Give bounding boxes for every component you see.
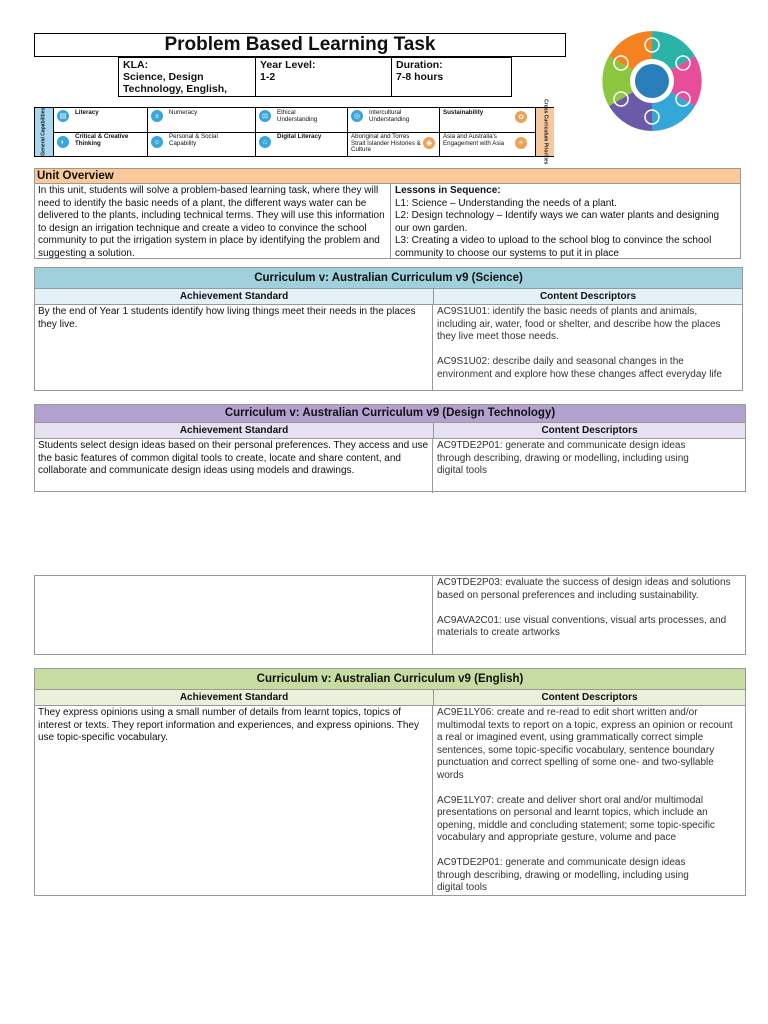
cap-label: Aboriginal and Torres Strait Islander Histories & Culture: [351, 133, 421, 154]
design-tech-descriptors: [433, 439, 745, 493]
year-value: 1-2: [260, 71, 276, 83]
duration-label: Duration:: [396, 59, 443, 71]
cap-personal-social: [147, 132, 256, 156]
lessons-column: [391, 184, 740, 259]
design-tech-section: [34, 404, 746, 492]
descriptor-item: AC9S1U02: describe daily and seasonal changes in the environment and explore how these changes affect everyday life: [437, 356, 722, 380]
cross-curriculum-side: [535, 99, 554, 165]
science-section: [34, 267, 743, 391]
unit-overview: [34, 168, 741, 259]
design-tech-continued-descriptors: [433, 576, 745, 654]
lessons-heading: Lessons in Sequence:: [395, 185, 501, 196]
lesson-item: L3: Creating a video to upload to the school blog to convince the school community to choose our systems to put it in place: [395, 235, 712, 259]
asia-icon: ☀: [515, 137, 527, 149]
descriptor-item: AC9E1LY06: create and re-read to edit short written and/or multimodal texts to report on a topic, express an opinion or recount a real or imagined event, using grammatically correct simple sentences, some topic-specific vocabulary, sentence boundary punctuation and correct spelling of some one- and two-syllable words: [437, 707, 733, 781]
cap-numeracy: [147, 108, 256, 133]
english-achievement: They express opinions using a small number of details from learnt topics, topics of interest or texts. They report information and experiences, and express opinions. They use topic-specific vocabulary.: [35, 706, 433, 896]
cap-label: Critical & Creative Thinking: [75, 133, 129, 147]
cap-intercultural: [347, 108, 440, 133]
general-capabilities-label: General Capabilities: [40, 107, 47, 157]
cap-label: Numeracy: [169, 109, 198, 116]
cap-label: Intercultural Understanding: [369, 109, 410, 123]
content-descriptors-header: Content Descriptors: [539, 291, 637, 302]
critical-thinking-icon: ◐: [57, 136, 69, 148]
cap-label: Literacy: [75, 109, 99, 116]
science-descriptors: [433, 305, 742, 391]
kla-cell: [119, 58, 256, 97]
cap-label: Digital Literacy: [277, 133, 322, 140]
descriptor-item: AC9TDE2P01: generate and communicate design ideas through describing, drawing or modelling, including using digital tools: [437, 857, 689, 893]
capabilities-wheel-logo: [582, 30, 722, 132]
aboriginal-icon: ◉: [423, 137, 435, 149]
kla-value: Science, Design Technology, English,: [123, 71, 228, 95]
digital-literacy-icon: ⌂: [259, 136, 271, 148]
general-capabilities-side: [35, 108, 54, 156]
duration-cell: [392, 58, 512, 97]
descriptor-item: AC9TDE2P03: evaluate the success of design ideas and solutions based on personal preferences and including sustainability.: [437, 577, 731, 601]
cap-ethical: [255, 108, 348, 133]
achievement-standard-header: Achievement Standard: [35, 423, 434, 438]
cap-label: Ethical Understanding: [277, 109, 318, 123]
meta-table: [118, 57, 512, 97]
design-tech-continued-blank: [35, 576, 433, 654]
cap-asia: [439, 132, 535, 156]
science-subheader: [35, 289, 742, 305]
descriptor-item: AC9AVA2C01: use visual conventions, visual arts processes, and materials to create artworks: [437, 614, 727, 638]
design-tech-continued: [34, 575, 746, 655]
descriptor-item: AC9E1LY07: create and deliver short oral and/or multimodal presentations on personal and learnt topics, which include an opening, middle and concluding statement; some topic-specific vocabulary and appropriate gesture, volume and pace: [437, 794, 715, 843]
cap-aboriginal: [347, 132, 440, 156]
cap-label: Personal & Social Capability: [169, 133, 218, 147]
cap-label: Sustainability: [443, 109, 484, 116]
science-achievement: By the end of Year 1 students identify how living things meet their needs in the places they live.: [35, 305, 433, 391]
cross-curriculum-label: Cross Curriculum Priorities: [542, 99, 549, 165]
achievement-standard-header: Achievement Standard: [35, 690, 434, 705]
design-tech-achievement: Students select design ideas based on their personal preferences. They access and use the basic features of common digital tools to create, locate and share content, and collaborate and communicate design ideas using models and drawings.: [35, 439, 433, 493]
duration-value: 7-8 hours: [396, 71, 444, 83]
year-label: Year Level:: [260, 59, 316, 71]
kla-label: KLA:: [123, 59, 149, 71]
lesson-item: L1: Science – Understanding the needs of a plant.: [395, 197, 617, 209]
cap-sustainability: [439, 108, 535, 133]
design-tech-heading: Curriculum v: Australian Curriculum v9 (Design Technology): [35, 405, 745, 423]
cap-critical-thinking: [53, 132, 148, 156]
cap-label: Asia and Australia's Engagement with Asia: [443, 133, 505, 147]
descriptor-item: AC9TDE2P01: generate and communicate design ideas through describing, drawing or modelling, including using digital tools: [437, 440, 689, 476]
numeracy-icon: ±: [151, 110, 163, 122]
page-title: Problem Based Learning Task: [34, 33, 566, 57]
literacy-icon: ▤: [57, 110, 69, 122]
content-descriptors-header: Content Descriptors: [541, 425, 638, 436]
english-section: [34, 668, 746, 896]
achievement-standard-header: Achievement Standard: [35, 289, 434, 304]
sustainability-icon: ✿: [515, 111, 527, 123]
year-cell: [256, 58, 392, 97]
science-heading: Curriculum v: Australian Curriculum v9 (Science): [35, 268, 742, 289]
english-descriptors: [433, 706, 745, 896]
intercultural-icon: ◎: [351, 110, 363, 122]
cap-digital-literacy: [255, 132, 348, 156]
ethical-icon: ⚖: [259, 110, 271, 122]
lesson-item: L2: Design technology – Identify ways we can water plants and designing our own garden.: [395, 210, 720, 234]
english-subheader: [35, 690, 745, 706]
personal-social-icon: ☺: [151, 136, 163, 148]
design-tech-subheader: [35, 423, 745, 439]
content-descriptors-header: Content Descriptors: [541, 692, 638, 703]
english-heading: Curriculum v: Australian Curriculum v9 (English): [35, 669, 745, 690]
overview-text: In this unit, students will solve a problem-based learning task, where they will need to identify the basic needs of a plant, the different ways water can be delivered to the plants, including technical terms. They will use this information to design an irrigation technique and create a video to convince the school community to put the irrigation system in place by identifying the problem and suggesting a solution.: [35, 184, 391, 259]
descriptor-item: AC9S1U01: identify the basic needs of plants and animals, including air, water, food or shelter, and describe how the places they live meet those needs.: [437, 306, 721, 342]
cap-literacy: [53, 108, 148, 133]
capabilities-strip: [34, 99, 554, 165]
unit-overview-heading: Unit Overview: [35, 169, 740, 184]
